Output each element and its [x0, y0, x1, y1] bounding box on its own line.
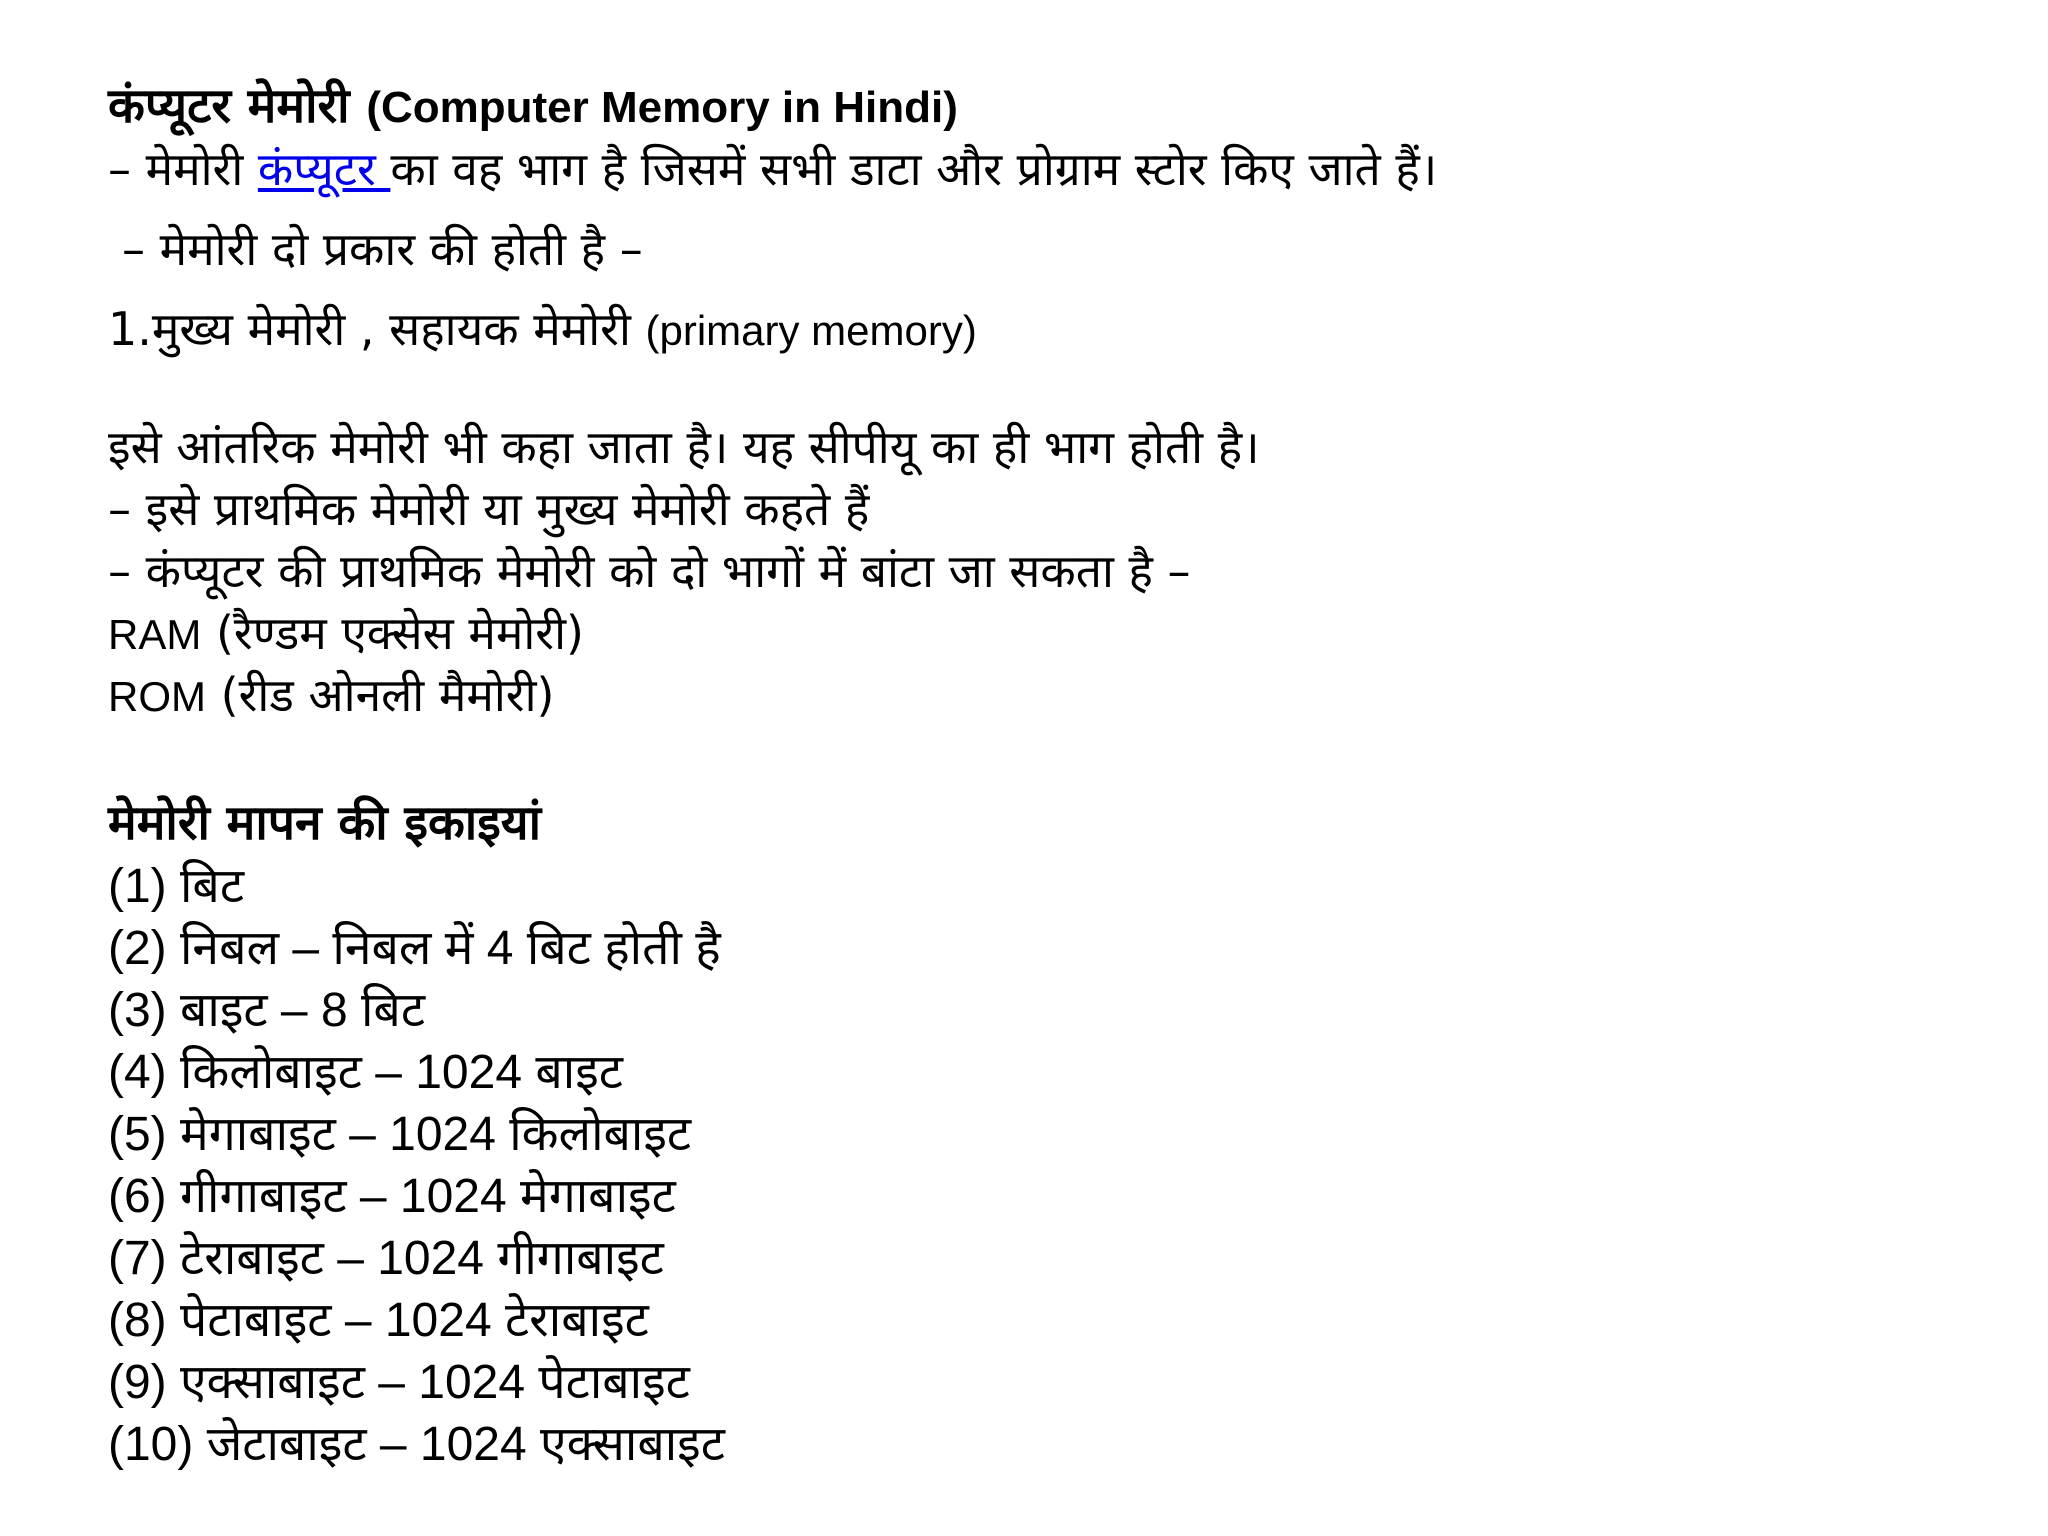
definition-line	[108, 138, 2008, 200]
rom-description: (रीड ओनली मैमोरी)	[220, 668, 555, 722]
unit-item: (7) टेराबाइट – 1024 गीगाबाइट	[108, 1232, 664, 1285]
memory-part-rom	[108, 664, 2008, 726]
unit-item: (9) एक्साबाइट – 1024 पेटाबाइट	[108, 1356, 690, 1409]
computer-link[interactable]: कंप्यूटर	[257, 142, 391, 196]
primary-memory-heading	[108, 298, 2008, 360]
unit-item: (3) बाइट – 8 बिट	[108, 984, 426, 1037]
primary-memory-line: – इसे प्राथमिक मेमोरी या मुख्य मेमोरी कहते हैं	[108, 482, 870, 536]
units-heading: मेमोरी मापन की इकाइयां	[108, 795, 542, 851]
units-list	[108, 856, 2008, 1476]
unit-item: (2) निबल – निबल में 4 बिट होती है	[108, 922, 721, 975]
unit-item: (6) गीगाबाइट – 1024 मेगाबाइट	[108, 1170, 676, 1223]
primary-memory-line: – कंप्यूटर की प्राथमिक मेमोरी को दो भागों में बांटा जा सकता है –	[108, 544, 1191, 598]
ram-label: RAM	[108, 611, 202, 658]
primary-memory-line: इसे आंतरिक मेमोरी भी कहा जाता है। यह सीपीयू का ही भाग होती है।	[108, 420, 1260, 474]
ram-description: (रैण्डम एक्सेस मेमोरी)	[215, 606, 584, 660]
definition-suffix: का वह भाग है जिसमें सभी डाटा और प्रोग्राम स्टोर किए जाते हैं।	[390, 142, 1438, 196]
unit-item: (4) किलोबाइट – 1024 बाइट	[108, 1046, 623, 1099]
memory-types-intro: – मेमोरी दो प्रकार की होती है –	[122, 222, 643, 276]
unit-item: (10) जेटाबाइट – 1024 एक्साबाइट	[108, 1418, 725, 1471]
page-title	[108, 74, 2008, 138]
memory-part-ram	[108, 602, 2008, 664]
document-body	[108, 74, 2008, 1476]
primary-memory-heading-english: (primary memory)	[645, 307, 977, 354]
page-title-english: (Computer Memory in Hindi)	[366, 83, 958, 132]
unit-item: (1) बिट	[108, 860, 245, 913]
unit-item: (5) मेगाबाइट – 1024 किलोबाइट	[108, 1108, 692, 1161]
page-title-hindi: कंप्यूटर मेमोरी	[108, 78, 350, 134]
primary-memory-heading-hindi: 1.मुख्य मेमोरी , सहायक मेमोरी	[108, 302, 631, 356]
definition-prefix: – मेमोरी	[108, 142, 258, 196]
unit-item: (8) पेटाबाइट – 1024 टेराबाइट	[108, 1294, 649, 1347]
rom-label: ROM	[108, 673, 206, 720]
